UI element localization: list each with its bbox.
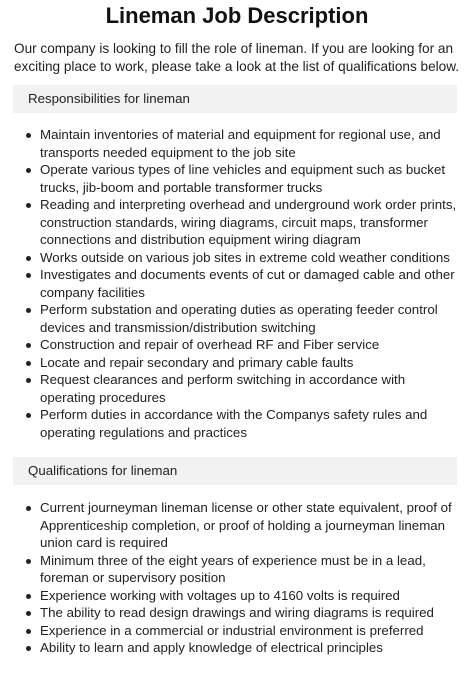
bullet-icon <box>26 256 31 261</box>
list-item <box>14 552 460 587</box>
qualifications-list <box>14 499 460 657</box>
list-item <box>14 161 460 196</box>
list-item-text: Experience in a commercial or industrial environment is preferred <box>40 622 424 638</box>
list-item <box>14 639 460 657</box>
list-item <box>14 196 460 249</box>
list-item-text: Locate and repair secondary and primary cable faults <box>40 354 354 370</box>
list-item-text: Current journeyman lineman license or other state equivalent, proof of Apprenticeship completion, or proof of holding a journeyman lineman union card is required <box>40 500 452 550</box>
list-item <box>14 126 460 161</box>
bullet-icon <box>26 629 31 634</box>
list-item <box>14 266 460 301</box>
list-item <box>14 371 460 406</box>
list-item-text: Ability to learn and apply knowledge of electrical principles <box>40 640 383 655</box>
list-item-text: Minimum three of the eight years of experience must be in a lead, foreman or supervisory position <box>40 552 426 585</box>
list-item-text: Request clearances and perform switching in accordance with operating procedures <box>40 372 406 405</box>
intro-paragraph: Our company is looking to fill the role of lineman. If you are looking for an exciting place to work, please take a look at the list of qualifications below. <box>14 41 460 74</box>
list-item <box>14 499 460 552</box>
bullet-icon <box>26 506 31 511</box>
responsibilities-heading: Responsibilities for lineman <box>13 85 457 113</box>
list-item <box>14 354 460 372</box>
bullet-icon <box>26 611 31 616</box>
bullet-icon <box>26 413 31 418</box>
list-item <box>14 249 460 267</box>
bullet-icon <box>26 378 31 383</box>
list-item-text: Investigates and documents events of cut or damaged cable and other company facilities <box>40 267 455 300</box>
bullet-icon <box>26 559 31 564</box>
list-item-text: Construction and repair of overhead RF and Fiber service <box>40 337 380 352</box>
bullet-icon <box>26 594 31 599</box>
list-item-text: The ability to read design drawings and wiring diagrams is required <box>40 605 434 620</box>
list-item <box>14 622 460 640</box>
responsibilities-list <box>14 126 460 441</box>
bullet-icon <box>26 273 31 278</box>
list-item <box>14 604 460 622</box>
list-item-text: Reading and interpreting overhead and underground work order prints, construction standards, wiring diagrams, circuit maps, transformer connections and distribution equipment wiring diagram <box>40 197 457 247</box>
list-item <box>14 587 460 605</box>
list-item <box>14 301 460 336</box>
bullet-icon <box>26 343 31 348</box>
list-item-text: Experience working with voltages up to 4160 volts is required <box>40 587 400 603</box>
list-item-text: Operate various types of line vehicles and equipment such as bucket trucks, jib-boom and portable transformer trucks <box>40 162 446 195</box>
list-item-text: Maintain inventories of material and equipment for regional use, and transports needed equipment to the job site <box>40 127 441 160</box>
bullet-icon <box>26 646 31 651</box>
bullet-icon <box>26 308 31 313</box>
bullet-icon <box>26 133 31 138</box>
qualifications-heading: Qualifications for lineman <box>13 457 457 485</box>
list-item <box>14 336 460 354</box>
bullet-icon <box>26 361 31 366</box>
list-item-text: Works outside on various job sites in extreme cold weather conditions <box>40 249 450 265</box>
page-title: Lineman Job Description <box>105 3 369 28</box>
bullet-icon <box>26 168 31 173</box>
list-item-text: Perform substation and operating duties as operating feeder control devices and transmission/distribution switching <box>40 302 438 335</box>
list-item-text: Perform duties in accordance with the Companys safety rules and operating regulations and practices <box>40 407 428 440</box>
bullet-icon <box>26 203 31 208</box>
list-item <box>14 406 460 441</box>
